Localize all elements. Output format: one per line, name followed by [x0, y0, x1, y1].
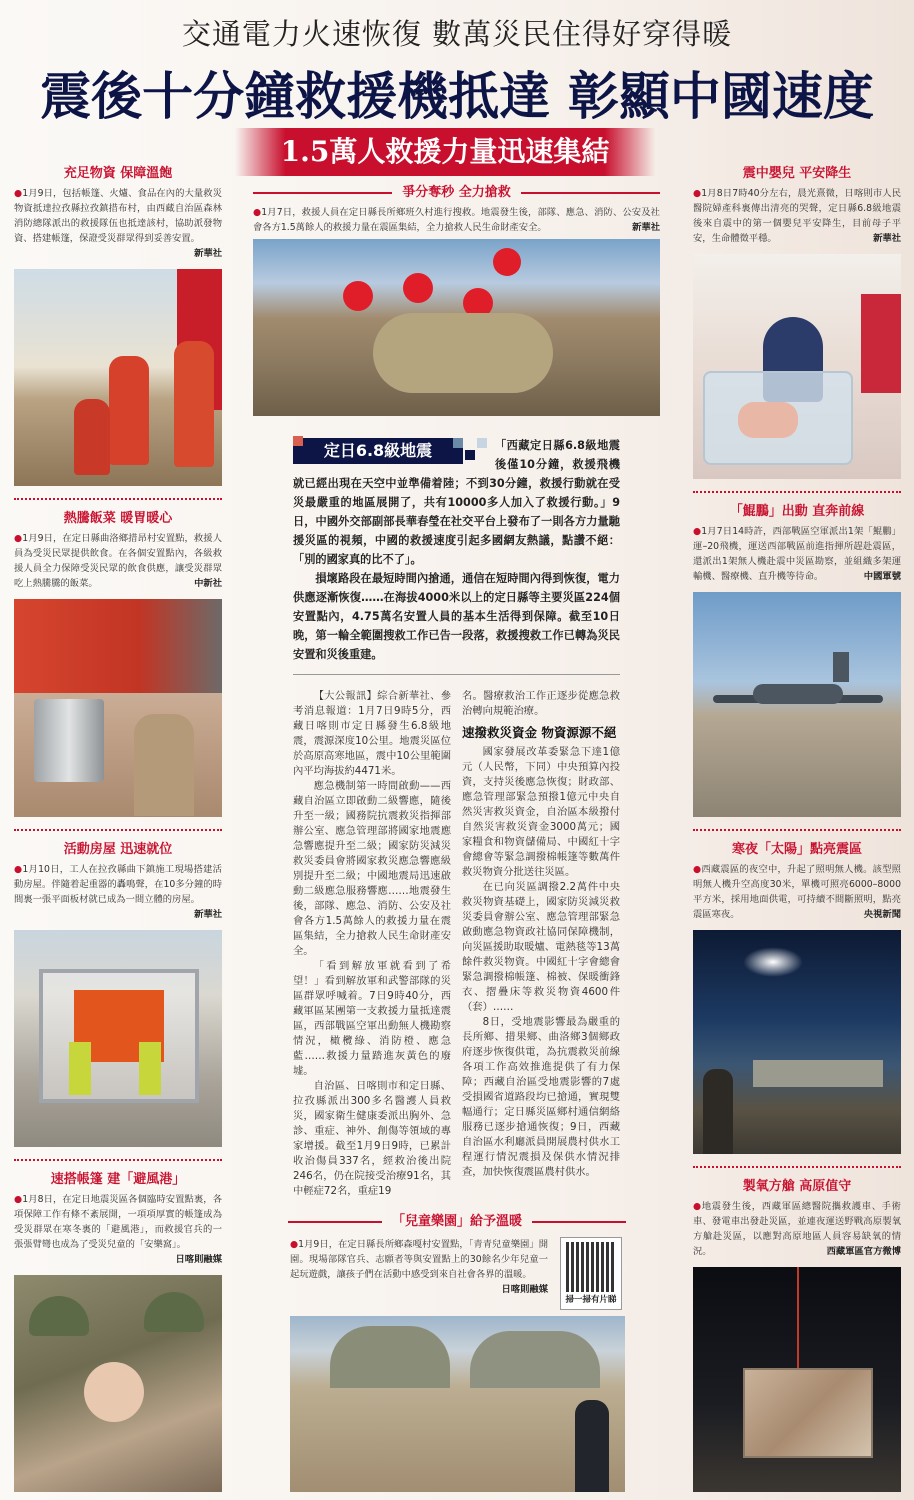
- story-caption: 1月9日，包括帳篷、火爐、食品在內的大量救災物資抵達拉孜縣拉孜鎮措布村，由西藏自治區森林消防總隊派出的救援隊伍也抵達該村，協助派發物資、搭建帳篷，保證受災群眾得到妥善安置。: [14, 188, 222, 244]
- divider: [693, 829, 901, 831]
- lead-paragraph: 「西藏定日縣6.8級地震後僅10分鐘，救援飛機就已經出現在天空中並準備着陸；不到30分鐘，救援行動就在受災最嚴重的地區展開了，共有10000多人加入了救援行動。」9日，中國外交部副部長華春瑩在社交平台上發布了一則各方力量馳援災區的視頻，中國的救援速度引起多國網友熱議，點讚不絕：「別的國家真的比不了」。: [293, 438, 620, 566]
- story-title: 活動房屋 迅速就位: [63, 841, 173, 857]
- story-caption: 1月8日，在定日地震災區各個臨時安置點裏，各項保障工作有條不紊展開，一項項厚實的帳篷成為受災群眾在寒冬裏的「避風港」，而救援官兵的一張張臂彎也成為了受災兒童的「安樂窩」。: [14, 1193, 222, 1250]
- story-caption: 1月10日，工人在拉孜縣曲下鎮施工現場搭建活動房屋。伴隨着起重器的轟鳴聲，在10多分鐘的時間裏一張平面板材就已成為一間立體的房屋。: [14, 863, 222, 905]
- box-headline-group: [293, 436, 491, 472]
- photo-prefab-house: [14, 930, 222, 1147]
- body-paragraph: 應急機制第一時間啟動——西藏自治區立即啟動二級響應，隨後升至一級；國務院抗震救災指揮部辦公室、應急管理部將國家地震應急響應提升至二級；國家防災減災救災委員會將國家救災應急響應級別提升至二級；中國地震局迅速啟動二級應急服務響應……地震發生後，部隊、應急、消防、公安及社會各方1.5萬餘人的救援力量在震區集結，全力搶救人民生命財產安全。: [293, 779, 451, 957]
- box-headline-text: 定日6.8級地震: [323, 440, 433, 460]
- story-caption: 1月8日7時40分左右，晨光熹微，日喀則市人民醫院婦產科裏傳出清亮的哭聲，定日縣6.8級地震後來自震中的第一個嬰兒平安降生，目前母子平安，生命體徵平穩。: [693, 188, 901, 244]
- story-title: 「兒童樂園」給予溫暖: [392, 1213, 523, 1229]
- photo-meals: [14, 599, 222, 816]
- story-caption: 地震發生後，西藏軍區總醫院攜救護車、手術車、發電車出發赴災區，並連夜運送野戰高原製氧方艙赴災區，以應對高原地區人員容易缺氧的情況。: [693, 1201, 901, 1258]
- decor-square: [477, 438, 487, 448]
- divider: [14, 1159, 222, 1161]
- lead-paragraph: 損壞路段在最短時間內搶通，通信在短時間內得到恢復，電力供應逐漸恢復……在海拔4000米以上的定日縣等主要災區224個安置點內，4.75萬名安置人員的基本生活得到保障。截至10日晚，第一輪全範圍搜救工作已告一段落，救援搜救工作已轉為災民安置和災後重建。: [293, 571, 620, 661]
- photo-supplies: [14, 269, 222, 486]
- body-paragraph: 名。醫療救治工作正逐步從應急救治轉向規範治療。: [462, 689, 620, 717]
- left-story-2: 熱騰飯菜 暖胃暖心 ●1月9日，在定日縣曲洛鄉措昂村安置點，救援人員為受災民眾提供飲食。在各個安置點內，各級救援人員全力保障受災民眾的飲食供應，讓受災群眾吃上熱騰騰的飯菜。 中新社: [14, 511, 222, 590]
- box-headline: [293, 438, 463, 464]
- story-caption: 西藏震區的夜空中，升起了照明無人機。該型照明無人機升空高度30米，單機可照亮6000–8000平方米，採用地面供電，可持續不間斷照明，點亮震區寒夜。: [693, 863, 901, 920]
- center-top-story: ●1月7日，救援人員在定日縣長所鄉班久村進行搜救。地震發生後，部隊、應急、消防、公安及社會各方1.5萬餘人的救援力量在震區集結，全力搶救人民生命財產安全。 新華社: [253, 207, 660, 233]
- divider: [693, 491, 901, 493]
- story-caption: 1月7日14時許，西部戰區空軍派出1架「鯤鵬」運–20飛機，運送西部戰區前進指揮所趕赴震區，還派出1架無人機赴震中災區勘察，並組織多架運輸機、醫療機、直升機等待命。: [693, 525, 901, 582]
- center-bottom-header: [288, 1213, 626, 1231]
- photo-newborn-baby: [693, 254, 901, 479]
- left-story-4: 速搭帳篷 建「避風港」 ●1月8日，在定日地震災區各個臨時安置點裏，各項保障工作有條不紊展開，一項項厚實的帳篷成為受災群眾在寒冬裏的「避風港」，而救援官兵的一張張臂彎也成為了受災兒童的「安樂窩」。 日喀則融媒: [14, 1171, 222, 1265]
- qr-label: 掃一掃有片睇: [565, 1294, 617, 1305]
- qr-code-box[interactable]: [560, 1237, 622, 1310]
- body-paragraph: 國家發展改革委緊急下達1億元（人民幣，下同）中央預算內投資，支持災後應急恢復；財政部、應急管理部緊急預撥1億元中央自然災害救災資金，自治區本級撥付自然災害救災資金3000萬元；國家糧食和物資儲備局、中國紅十字會總會等緊急調撥棉帳篷等數萬件救災物資分批送往災區。: [462, 745, 620, 878]
- divider: [693, 1166, 901, 1168]
- body-paragraph: 「看到解放軍就看到了希望！」看到解放軍和武警部隊的災區群眾呼喊着。7日9時40分，西藏軍區某團第一支救援力量抵達震區，西部戰區空軍出動無人機勘察情況，橄欖綠、消防橙、應急藍……救援力量踏進灰黃色的廢墟。: [293, 959, 451, 1077]
- headline: 震後十分鐘救援機抵達 彰顯中國速度: [40, 67, 874, 127]
- left-story-3: 活動房屋 迅速就位 ●1月10日，工人在拉孜縣曲下鎮施工現場搭建活動房屋。伴隨着起重器的轟鳴聲，在10多分鐘的時間裏一張平面板材就已成為一間立體的房屋。 新華社: [14, 841, 222, 920]
- decor-square: [465, 450, 475, 460]
- story-source: 西藏軍區官方微博: [826, 1246, 901, 1258]
- decor-square: [453, 438, 463, 448]
- photo-rescue-rubble: [253, 239, 660, 416]
- lead-text: [293, 436, 620, 664]
- right-story-4: 製氧方艙 高原值守 ●地震發生後，西藏軍區總醫院攜救護車、手術車、發電車出發赴災區，並連夜運送野戰高原製氧方艙赴災區，以應對高原地區人員容易缺氧的情況。 西藏軍區官方微博: [693, 1179, 901, 1258]
- body-paragraph: 在已向災區調撥2.2萬件中央救災物資基礎上，國家防災減災救災委員會辦公室、應急管理部緊急啟動應急物資政社協同保障機制，向災區援助取暖爐、電熱毯等13萬餘件救災物資。中國紅十字會總會緊急調撥棉帳篷、棉被、保暖衝鋒衣、摺疊床等救災物資4600件（套）……: [462, 880, 620, 1013]
- decor-square: [293, 436, 303, 446]
- story-source: 央視新聞: [863, 908, 901, 920]
- story-source: 新華社: [194, 908, 222, 920]
- story-title: 熱騰飯菜 暖胃暖心: [63, 511, 173, 527]
- divider: [14, 829, 222, 831]
- photo-oxygen-cabin: [693, 1267, 901, 1492]
- center-column: [253, 184, 660, 1492]
- photo-lighting-drone-night: [693, 930, 901, 1155]
- story-title: 寒夜「太陽」點亮震區: [731, 841, 862, 857]
- subheadline: 交通電力火速恢復 數萬災民住得好穿得暖: [181, 17, 733, 51]
- story-source: 新華社: [194, 248, 222, 259]
- story-source: 新華社: [632, 222, 660, 233]
- body-columns: [293, 689, 620, 1199]
- story-title: 充足物資 保障溫飽: [63, 166, 173, 181]
- section-banner: 1.5萬人救援力量迅速集結: [235, 128, 655, 176]
- right-story-1: 震中嬰兒 平安降生 ●1月8日7時40分左右，晨光熹微，日喀則市人民醫院婦產科裏傳出清亮的哭聲，定日縣6.8級地震後來自震中的第一個嬰兒平安降生，目前母子平安，生命體徵平穩。 新華社: [693, 166, 901, 244]
- right-column: [693, 165, 901, 1492]
- center-bottom-story: ●1月9日，在定日縣長所鄉森嘎村安置點，「青青兒童樂園」開園。現場部隊官兵、志願者等與安置點上的30餘名少年兒童一起玩遊戲，讓孩子們在活動中感受到來自社會各界的溫暖。 日喀則融媒 掃一掃有片睇: [290, 1237, 622, 1310]
- body-column-2: [462, 689, 620, 1199]
- story-title: 製氧方艙 高原值守: [742, 1179, 852, 1195]
- story-title: 震中嬰兒 平安降生: [742, 166, 852, 181]
- left-story-1: 充足物資 保障溫飽 ●1月9日，包括帳篷、火爐、食品在內的大量救災物資抵達拉孜縣拉孜鎮措布村，由西藏自治區森林消防總隊派出的救援隊伍也抵達該村，協助派發物資、搭建帳篷，保證受災群眾得到妥善安置。 新華社: [14, 166, 222, 259]
- story-source: 日喀則融媒: [175, 1253, 222, 1265]
- story-caption: 1月9日，在定日縣長所鄉森嘎村安置點，「青青兒童樂園」開園。現場部隊官兵、志願者等與安置點上的30餘名少年兒童一起玩遊戲，讓孩子們在活動中感受到來自社會各界的溫暖。: [290, 1238, 548, 1280]
- body-paragraph: 8日，受地震影響最為嚴重的長所鄉、措果鄉、曲洛鄉3個鄉政府逐步恢復供電，為抗震救災前線各項工作高效推進提供了有力保障；西藏自治區受地震影響的7處受損國省道路段均已搶通，實現雙幅通行；定日縣災區鄉村通信網絡服務已逐步搶通恢復；9日，西藏自治區水利廳派員開展農村供水工程運行情況震損及保供水情況排查，加快恢復震區農村供水。: [462, 1015, 620, 1178]
- left-column: [14, 165, 222, 1492]
- body-column-1: [293, 689, 451, 1199]
- body-subheading: 速撥救災資金 物資源源不絕: [462, 724, 617, 740]
- story-title: 「鯤鵬」出動 直奔前線: [729, 503, 865, 519]
- story-source: 日喀則融媒: [501, 1283, 548, 1295]
- divider: [293, 674, 620, 675]
- story-caption: 1月9日，在定日縣曲洛鄉措昂村安置點，救援人員為受災民眾提供飲食。在各個安置點內，各級救援人員全力保障受災民眾的飲食供應，讓受災群眾吃上熱騰騰的飯菜。: [14, 533, 222, 590]
- qr-code-icon[interactable]: [566, 1242, 616, 1292]
- story-source: 中國軍號: [863, 570, 901, 582]
- story-title: 爭分奪秒 全力搶救: [402, 185, 511, 200]
- story-caption: 1月7日，救援人員在定日縣長所鄉班久村進行搜救。地震發生後，部隊、應急、消防、公安及社會各方1.5萬餘人的救援力量在震區集結，全力搶救人民生命財產安全。: [253, 207, 660, 233]
- story-source: 中新社: [194, 578, 222, 590]
- story-title: 速搭帳篷 建「避風港」: [50, 1171, 186, 1187]
- body-paragraph: 自治區、日喀則市和定日縣、拉孜縣派出300多名醫護人員救災，國家衛生健康委派出胸外、急診、重症、神外、創傷等領域的專家增援。截至1月9日9時，已累計收治傷員337名，經救治後出院246名，仍在院接受治療91名，其中輕症72名，重症19: [293, 1079, 451, 1197]
- photo-children-playing: [290, 1316, 625, 1493]
- photo-tents-children: [14, 1275, 222, 1492]
- divider: [14, 498, 222, 500]
- right-story-3: 寒夜「太陽」點亮震區 ●西藏震區的夜空中，升起了照明無人機。該型照明無人機升空高度30米，單機可照亮6000–8000平方米，採用地面供電，可持續不間斷照明，點亮震區寒夜。 央視新聞: [693, 841, 901, 920]
- center-top-header: [253, 184, 660, 202]
- story-source: 新華社: [873, 233, 901, 244]
- right-story-2: 「鯤鵬」出動 直奔前線 ●1月7日14時許，西部戰區空軍派出1架「鯤鵬」運–20飛機，運送西部戰區前進指揮所趕赴震區，還派出1架無人機赴震中災區勘察，並組織多架運輸機、醫療機、直升機等待命。 中國軍號: [693, 503, 901, 582]
- body-paragraph: 【大公報訊】綜合新華社、參考消息報道：1月7日9時5分，西藏日喀則市定日縣發生6.8級地震，震源深度10公里。地震災區位於高原高寒地區，震中10公里範圍內平均海拔約4471米。: [293, 689, 451, 777]
- photo-y20-aircraft: [693, 592, 901, 817]
